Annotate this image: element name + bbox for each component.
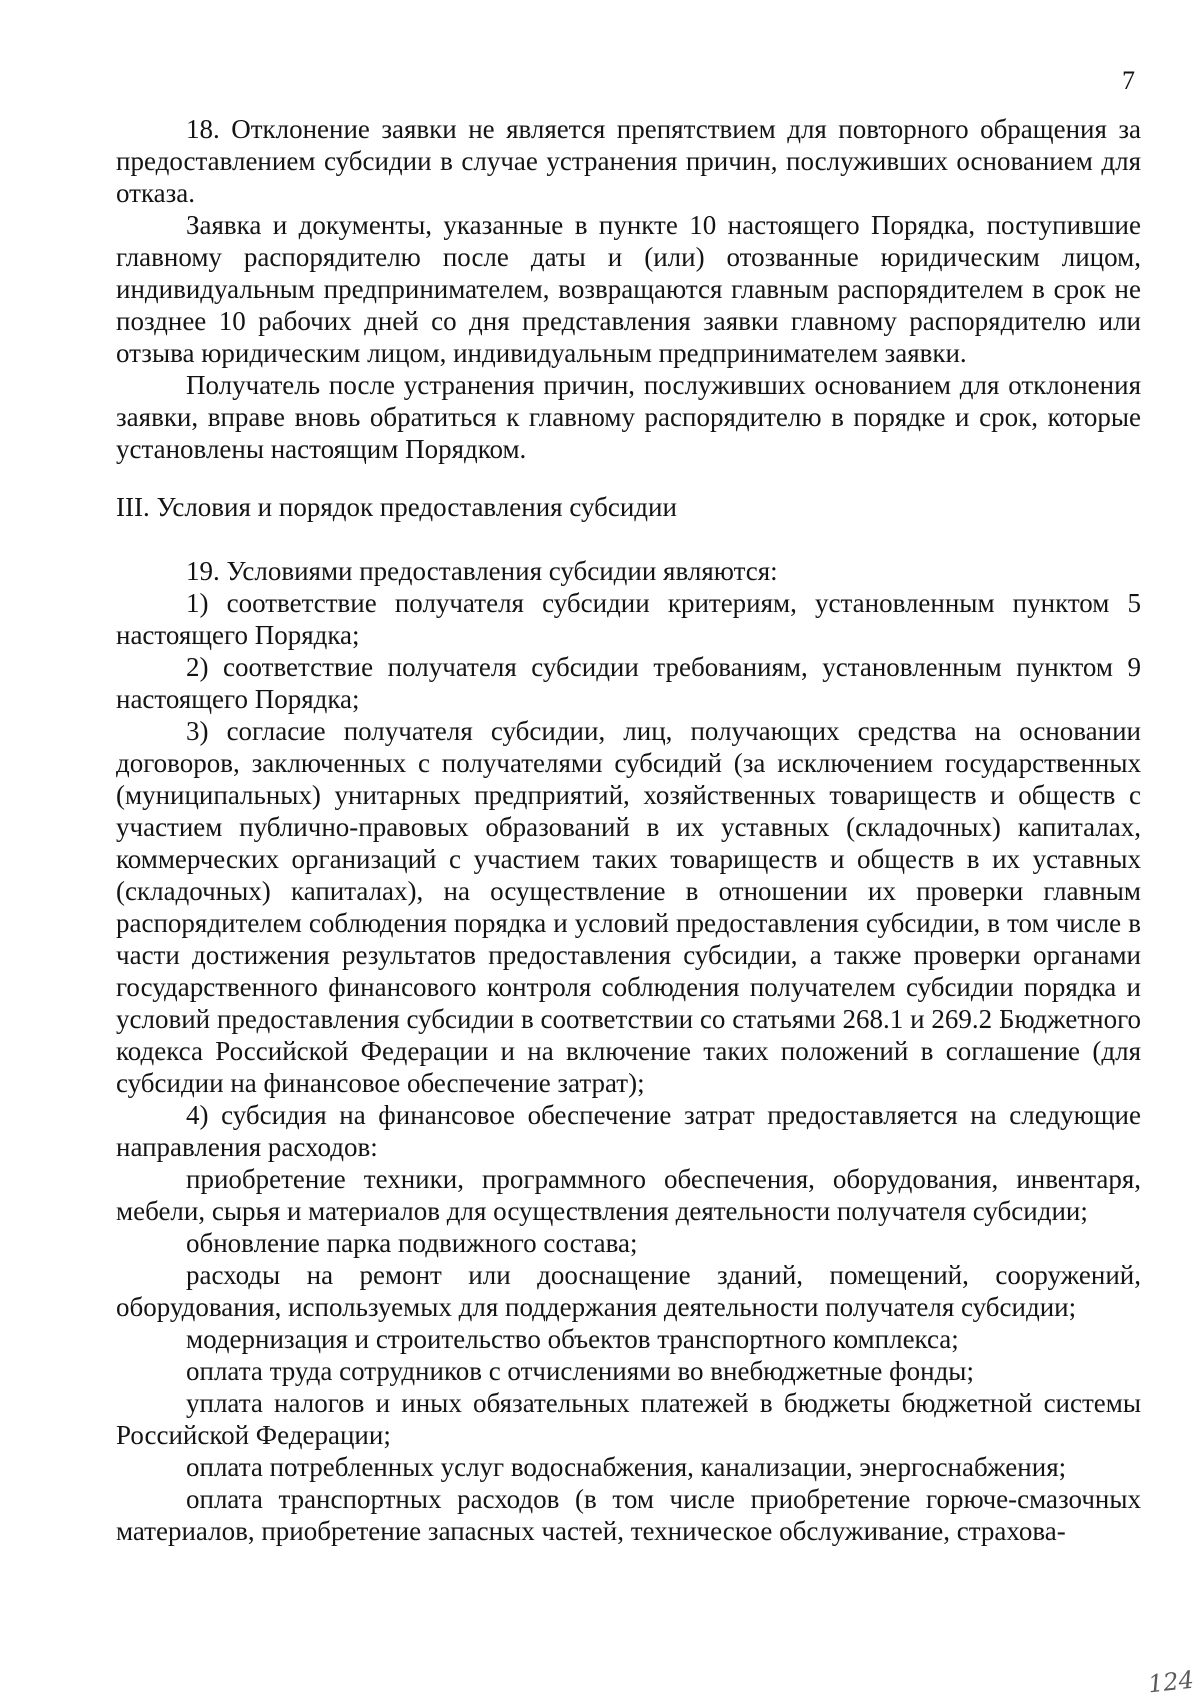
paragraph-19: 19. Условиями предоставления субсидии являются: <box>186 556 778 586</box>
expense-item: приобретение техники, программного обеспечения, оборудования, инвентаря, мебели, сырья и материалов для осуществления деятельности получателя субсидии; <box>116 1164 1141 1226</box>
document-body <box>116 113 1141 1547</box>
paragraph-18: 18. Отклонение заявки не является препятствием для повторного обращения за предоставлением субсидии в случае устранения причин, послуживших основанием для отказа. <box>116 114 1141 208</box>
expense-item: оплата потребленных услуг водоснабжения, канализации, энергоснабжения; <box>186 1452 1067 1482</box>
condition-1: 1) соответствие получателя субсидии критериям, установленным пунктом 5 настоящего Порядка; <box>116 588 1141 650</box>
paragraph-reapply: Получатель после устранения причин, послуживших основанием для отклонения заявки, вправе вновь обратиться к главному распорядителю в порядке и срок, которые установлены настоящим Порядком. <box>116 370 1141 464</box>
expense-item: оплата труда сотрудников с отчислениями во внебюджетные фонды; <box>186 1356 974 1386</box>
section-heading: III. Условия и порядок предоставления субсидии <box>116 492 677 522</box>
page-number: 7 <box>1122 66 1135 95</box>
expense-item: расходы на ремонт или дооснащение зданий, помещений, сооружений, оборудования, используемых для поддержания деятельности получателя субсидии; <box>116 1260 1141 1322</box>
expense-item: уплата налогов и иных обязательных платежей в бюджеты бюджетной системы Российской Федерации; <box>116 1388 1141 1450</box>
handwritten-page-mark: 124 <box>1146 1665 1196 1698</box>
condition-3: 3) согласие получателя субсидии, лиц, получающих средства на основании договоров, заключенных с получателями субсидий (за исключением государственных (муниципальных) унитарных предприятий, хозяйственных товариществ и обществ с участием публично-правовых образований в их уставных (складочных) капиталах, коммерческих организаций с участием таких товариществ и обществ в их уставных (складочных) капиталах), на осуществление в отношении их проверки главным распорядителем соблюдения порядка и условий предоставления субсидии, в том числе в части достижения результатов предоставления субсидии, а также проверки органами государственного финансового контроля соблюдения получателем субсидии порядка и условий предоставления субсидии в соответствии со статьями 268.1 и 269.2 Бюджетного кодекса Российской Федерации и на включение таких положений в соглашение (для субсидии на финансовое обеспечение затрат); <box>116 716 1141 1098</box>
condition-2: 2) соответствие получателя субсидии требованиям, установленным пунктом 9 настоящего Порядка; <box>116 652 1141 714</box>
expense-item: модернизация и строительство объектов транспортного комплекса; <box>186 1324 959 1354</box>
paragraph-return-docs: Заявка и документы, указанные в пункте 10 настоящего Порядка, поступившие главному распорядителю после даты и (или) отозванные юридическим лицом, индивидуальным предпринимателем, возвращаются главным распорядителем в срок не позднее 10 рабочих дней со дня представления заявки главному распорядителю или отзыва юридическим лицом, индивидуальным предпринимателем заявки. <box>116 210 1141 368</box>
expense-item: оплата транспортных расходов (в том числе приобретение горюче-смазочных материалов, приобретение запасных частей, техническое обслуживание, страхова- <box>116 1484 1141 1546</box>
condition-4: 4) субсидия на финансовое обеспечение затрат предоставляется на следующие направления расходов: <box>116 1100 1141 1162</box>
expense-item: обновление парка подвижного состава; <box>186 1228 638 1258</box>
